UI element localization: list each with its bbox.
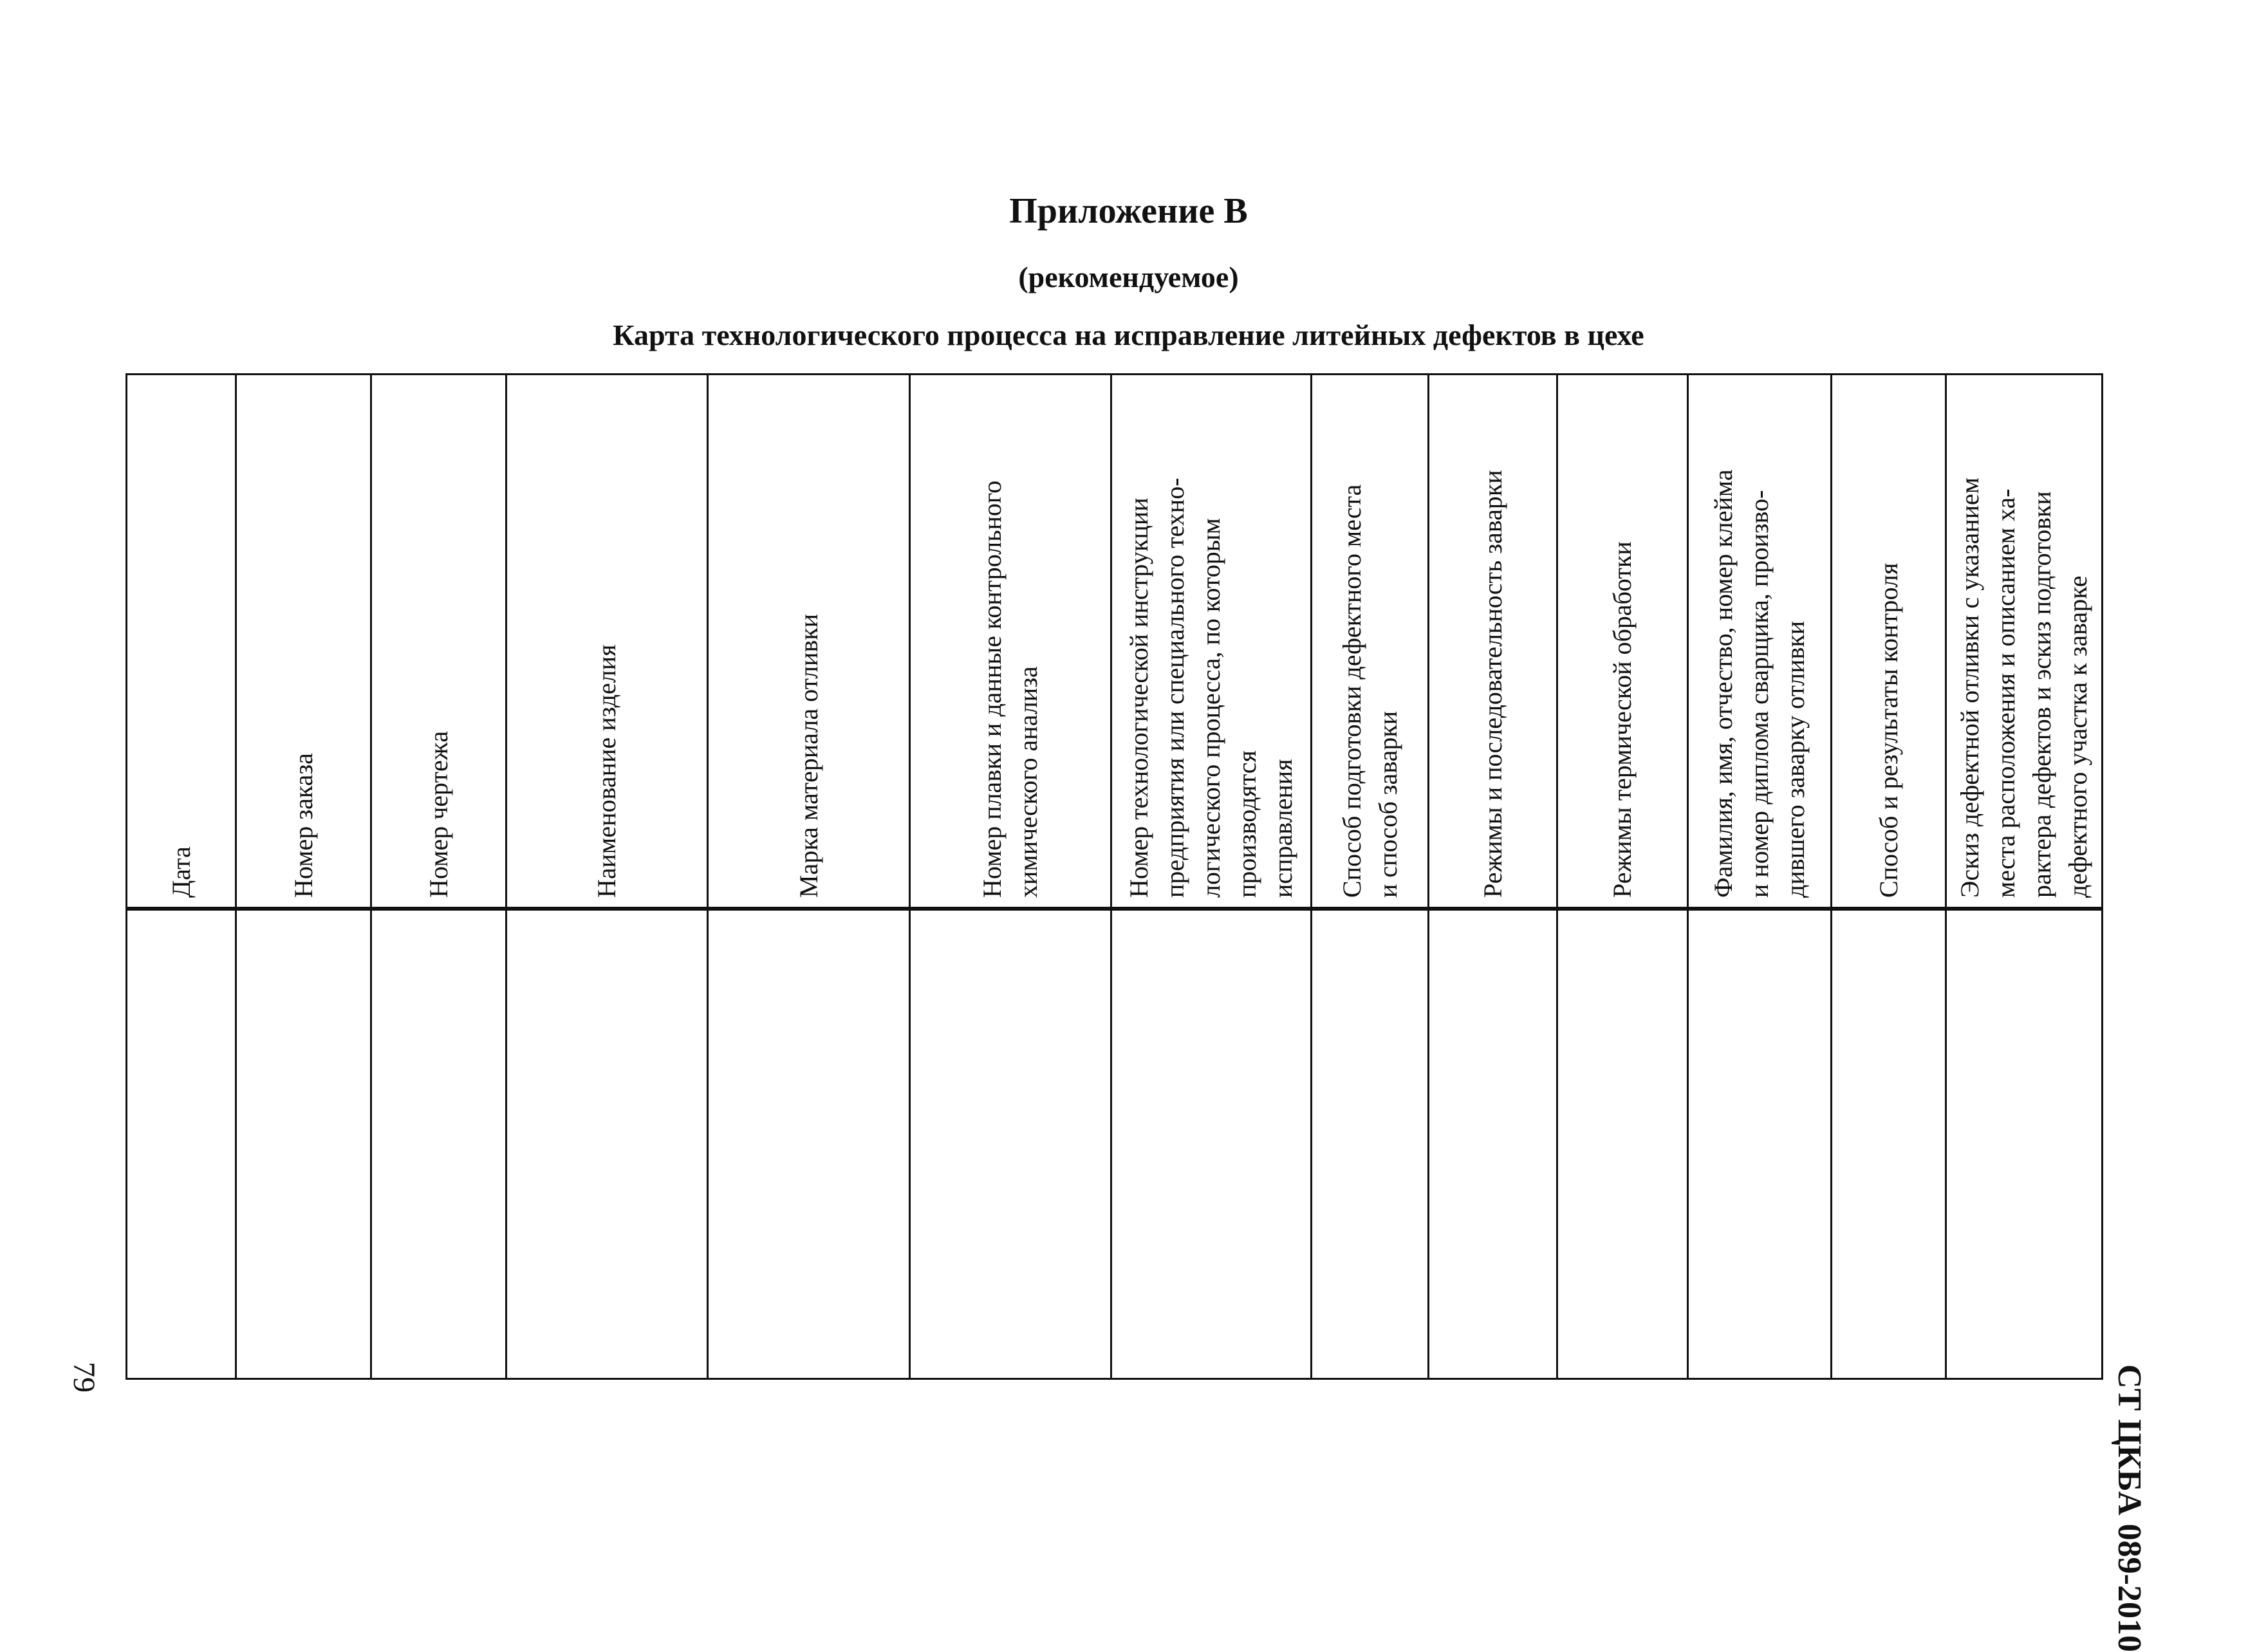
column-header: Марка материала отливки [794, 613, 823, 898]
data-cell[interactable] [1112, 911, 1310, 1380]
data-cell[interactable] [1832, 911, 1945, 1380]
column-divider [2101, 373, 2103, 1380]
data-cell[interactable] [709, 911, 909, 1380]
column-header: Номер заказа [289, 753, 318, 898]
appendix-title: Приложение В [1009, 191, 1248, 231]
appendix-subtitle: (рекомендуемое) [1018, 261, 1239, 293]
header-cell [372, 373, 505, 907]
header-cell [1312, 373, 1427, 907]
data-cell[interactable] [507, 911, 707, 1380]
header-cell [237, 373, 370, 907]
column-header: Способ и результаты контроля [1874, 562, 1903, 898]
column-header: Номер технологической инструкции предприятия или специального техно- логического процесса, по которым производятся исправления [1124, 478, 1297, 898]
card-title: Карта технологического процесса на исправление литейных дефектов в цехе [613, 319, 1644, 351]
data-cell[interactable] [911, 911, 1110, 1380]
header-cell [1832, 373, 1945, 907]
header-cell [911, 373, 1110, 907]
page-number: 79 [67, 1362, 101, 1393]
data-cell[interactable] [1947, 911, 2101, 1380]
header-cell [709, 373, 909, 907]
document-code: СТ ЦКБА 089-2010 [2111, 1364, 2148, 1652]
data-cell[interactable] [1689, 911, 1830, 1380]
header-cell [1689, 373, 1830, 907]
data-cell[interactable] [1312, 911, 1427, 1380]
column-header: Фамилия, имя, отчество, номер клейма и номер диплома сварщика, произво- дившего заварку отливки [1709, 469, 1810, 898]
data-cell[interactable] [237, 911, 370, 1380]
column-header: Номер плавки и данные контрольного химического анализа [978, 480, 1043, 898]
header-cell [507, 373, 707, 907]
process-card-table [125, 373, 2103, 1380]
data-cell[interactable] [372, 911, 505, 1380]
column-header: Режимы и последовательность заварки [1478, 470, 1507, 898]
column-header: Номер чертежа [424, 730, 453, 898]
data-cell[interactable] [127, 911, 235, 1380]
column-header: Дата [167, 846, 196, 898]
column-header: Способ подготовки дефектного места и способ заварки [1337, 484, 1402, 898]
data-cell[interactable] [1558, 911, 1687, 1380]
data-cell[interactable] [1429, 911, 1556, 1380]
header-cell [1558, 373, 1687, 907]
header-cell [1112, 373, 1310, 907]
header-cell [1947, 373, 2101, 907]
header-cell [127, 373, 235, 907]
column-header: Режимы термической обработки [1608, 541, 1637, 898]
column-header: Эскиз дефектной отливки с указанием места расположения и описанием ха- рактера дефектов и эскиз подготовки дефектного участка к заварке [1955, 477, 2092, 898]
header-cell [1429, 373, 1556, 907]
column-header: Наименование изделия [592, 644, 621, 898]
